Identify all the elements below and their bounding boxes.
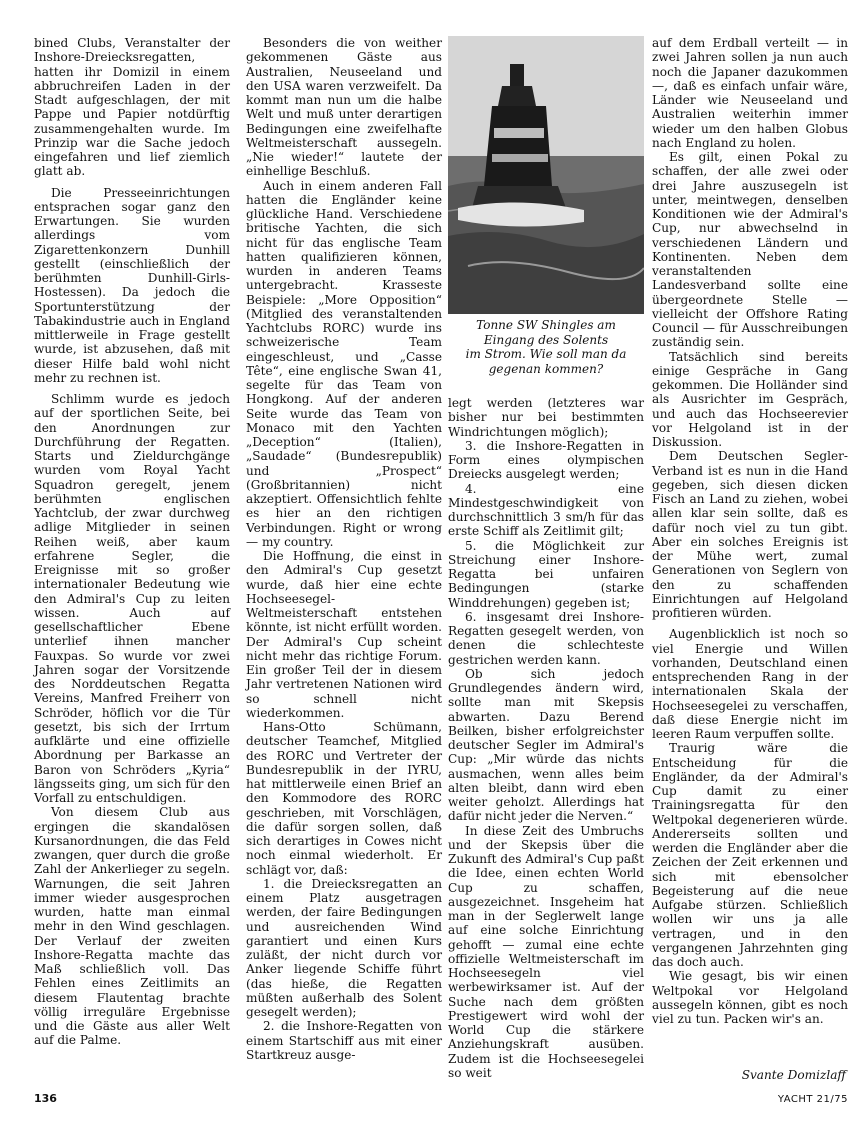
text-column-1 xyxy=(34,36,230,1048)
photo-caption xyxy=(448,318,644,376)
paragraph: In diese Zeit des Umbruchs und der Skepsis über die Zukunft des Admiral's Cup paßt die Idee, einen echten World Cup zu schaffen, ausgezeichnet. Insgeheim hat man in der Seglerwelt lange auf eine solche Einrichtung gehofft — zumal eine echte offizielle Weltmeisterschaft im Hochseesegeln viel werbewirksamer ist. Auf der Suche nach dem größten Prestigewert wird wohl der World Cup die stärkere Anziehungskraft ausüben. Zudem ist die Hochseesegelei so weit xyxy=(448,823,644,1080)
list-item: legt werden (letzteres war bisher nur bei bestimmten Windrichtungen möglich); xyxy=(448,396,644,439)
page-number: 136 xyxy=(34,1092,57,1105)
paragraph: Traurig wäre die Entscheidung für die Engländer, da der Admiral's Cup damit zu einer Trainingsregatta für den Weltpokal degenerieren würde. Andererseits sollten und werden die Engländer aber die Zeichen der Zeit erkennen und sich mit ebensolcher Begeisterung auf die neue Aufgabe stürzen. Schließlich wollen wir uns ja alle vertragen, und in den vergangenen Jahrzehnten ging das doch auch. xyxy=(652,741,848,969)
paragraph: Tatsächlich sind bereits einige Gespräche in Gang gekommen. Die Holländer sind als Ausrichter im Gespräch, und auch das Hochseerevier vor Helgoland ist in der Diskussion. xyxy=(652,349,848,449)
text-column-2 xyxy=(246,36,442,1062)
list-item: 3. die Inshore-Regatten in Form eines olympischen Dreiecks ausgelegt werden; xyxy=(448,438,644,482)
list-item: 2. die Inshore-Regatten von einem Startschiff aus mit einer Startkreuz ausge- xyxy=(246,1019,442,1062)
paragraph: Schlimm wurde es jedoch auf der sportlichen Seite, bei den Anordnungen zur Durchführung der Regatten. Starts und Zieldurchgänge wurden vom Royal Yacht Squadron geregelt, jenem berühmten englischen Yachtclub, der zwar durchweg adlige Mitglieder in seinen Reihen weiß, aber kaum erfahrene Segler, die Ereignisse mit so großer internationaler Bedeutung wie den Admiral's Cup zu leiten wissen. Auch auf gesellschaftlicher Ebene unterlief ihnen mancher Fauxpas. So wurde vor zwei Jahren sogar der Vorsitzende des Norddeutschen Regatta Vereins, Manfred Freiherr von Schröder, höflich vor die Tür gesetzt, bis sich der Irrtum aufklärte und eine offizielle Abordnung per Barkasse an Baron von Schröders „Kyria“ längsseits ging, um sich für den Vorfall zu entschuldigen. xyxy=(34,392,230,805)
paragraph: Dem Deutschen Segler-Verband ist es nun in die Hand gegeben, sich diesen dicken Fisch an Land zu ziehen, wobei allen klar sein sollte, daß es dafür noch viel zu tun gibt. Aber ein solches Ereignis ist der Mühe wert, zumal Generationen von Seglern von den zu schaffenden Einrichtungen auf Helgoland profitieren würden. xyxy=(652,449,848,620)
paragraph: Hans-Otto Schümann, deutscher Teamchef, Mitglied des RORC und Vertreter der Bundesrepublik in der IYRU, hat mittlerweile einen Brief an den Kommodore des RORC geschrieben, mit Vorschlägen, die dafür sorgen sollen, daß sich derartiges in Cowes nicht noch einmal wiederholt. Er schlägt vor, daß: xyxy=(246,720,442,877)
paragraph: Von diesem Club aus ergingen die skandalösen Kursanordnungen, die das Feld zwangen, quer durch die große Zahl der Ankerlieger zu segeln. Warnungen, die seit Jahren immer wieder ausgesprochen wurden, hatte man einmal mehr in den Wind geschlagen. Der Verlauf der zweiten Inshore-Regatta machte das Maß schließlich voll. Das Fehlen eines Zeitlimits an diesem Flautentag brachte völlig irreguläre Ergebnisse und die Gäste aus aller Welt auf die Palme. xyxy=(34,805,230,1048)
caption-line: Eingang des Solents xyxy=(483,332,609,347)
running-footer: YACHT 21/75 xyxy=(777,1094,848,1105)
paragraph: Ob sich jedoch Grundlegendes ändern wird, sollte man mit Skepsis abwarten. Dazu Berend Beilken, bisher erfolgreichster deutscher Segler im Admiral's Cup: „Mir würde das nichts ausmachen, wenn alles beim alten bleibt, dann wird eben weiter geholzt. Allerdings hat dafür nicht jeder die Nerven.“ xyxy=(448,666,644,824)
buoy-photo xyxy=(448,36,644,314)
paragraph: Die Hoffnung, die einst in den Admiral's Cup gesetzt wurde, daß hier eine echte Hochseesegel-Weltmeisterschaft entstehen könnte, ist nicht erfüllt worden. Der Admiral's Cup scheint nicht mehr das richtige Forum. Ein großer Teil der in diesem Jahr vertretenen Nationen wird so schnell nicht wiederkommen. xyxy=(246,549,442,720)
caption-line: gegenan kommen? xyxy=(488,361,604,376)
paragraph: auf dem Erdball verteilt — in zwei Jahren sollen ja nun auch noch die Japaner dazukommen —, daß es einfach unfair wäre, Länder wie Neuseeland und Australien weiterhin immer wieder um den halben Globus nach England zu holen. xyxy=(652,36,848,150)
paragraph: Augenblicklich ist noch so viel Energie und Willen vorhanden, Deutschland einen entsprechenden Rang in der internationalen Skala der Hochseesegelei zu verschaffen, daß diese Energie nicht im leeren Raum verpuffen sollte. xyxy=(652,627,848,741)
caption-line: im Strom. Wie soll man da xyxy=(465,347,627,361)
paragraph: Auch in einem anderen Fall hatten die Engländer keine glückliche Hand. Verschiedene britische Yachten, die sich nicht für das englische Team hatten qualifizieren können, wurden in anderen Teams untergebracht. Krasseste Beispiele: „More Opposition“ (Mitglied des veranstaltenden Yachtclubs RORC) wurde ins schweizerische Team eingeschleust, und „Casse Tête“, eine englische Swan 41, segelte für das Team von Hongkong. Auf der anderen Seite wurde das Team von Monaco mit den Yachten „Deception“ (Italien), „Saudade“ (Bundesrepublik) und „Prospect“ (Großbritannien) nicht akzeptiert. Offensichtlich fehlte es hier an den richtigen Verbindungen. Right or wrong — my country. xyxy=(246,178,442,549)
author-signature: Svante Domizlaff xyxy=(741,1068,846,1082)
list-item: 1. die Dreiecksregatten an einem Platz ausgetragen werden, der faire Bedingungen und ausreichenden Wind garantiert und einen Kurs zuläßt, der nicht durch vor Anker liegende Schiffe führt (das hieße, die Regatten müßten außerhalb des Solent gesegelt werden); xyxy=(246,876,442,1019)
list-item: 4. eine Mindestgeschwindigkeit von durchschnittlich 3 sm/h für das erste Schiff als Zeitlimit gilt; xyxy=(448,481,644,539)
text-column-4 xyxy=(652,36,848,1026)
paragraph: Wie gesagt, bis wir einen Weltpokal vor Helgoland aussegeln können, gibt es noch viel zu tun. Packen wir's an. xyxy=(652,969,848,1026)
text-column-3 xyxy=(448,396,644,1080)
list-item: 6. insgesamt drei Inshore-Regatten gesegelt werden, von denen die schlechteste gestrichen werden kann. xyxy=(448,609,644,667)
paragraph: Die Presseeinrichtungen entsprachen sogar ganz den Erwartungen. Sie wurden allerdings vom Zigarettenkonzern Dunhill gestellt (einschließlich der berühmten Dunhill-Girls-Hostessen). Da jedoch die Sportunterstützung der Tabakindustrie auch in England mittlerweile in Frage gestellt wurde, ist abzusehen, daß mit dieser Hilfe bald wohl nicht mehr zu rechnen ist. xyxy=(34,185,230,385)
paragraph: bined Clubs, Veranstalter der Inshore-Dreiecksregatten, hatten ihr Domizil in einem abbruchreifen Laden in der Stadt aufgeschlagen, der mit Pappe und Papier notdürftig zusammengehalten wurde. Im Prinzip war die Sache jedoch eingefahren und lief ziemlich glatt ab. xyxy=(34,36,230,179)
list-item: 5. die Möglichkeit zur Streichung einer Inshore-Regatta bei unfairen Bedingungen (starke Winddrehungen) gegeben ist; xyxy=(448,538,644,610)
paragraph: Es gilt, einen Pokal zu schaffen, der alle zwei oder drei Jahre auszusegeln ist unter, meintwegen, denselben Konditionen wie der Admiral's Cup, nur abwechselnd in verschiedenen Ländern und Kontinenten. Neben dem veranstaltenden Landesverband sollte eine übergeordnete Stelle — vielleicht der Offshore Rating Council — für Ausschreibungen zuständig sein. xyxy=(652,150,848,350)
buoy-illustration xyxy=(448,36,644,314)
paragraph: Besonders die von weither gekommenen Gäste aus Australien, Neuseeland und den USA waren verzweifelt. Da kommt man nun um die halbe Welt und muß unter derartigen Bedingungen eine zweifelhafte Weltmeisterschaft aussegeln. „Nie wieder!“ lautete der einhellige Beschluß. xyxy=(246,36,442,179)
caption-line: Tonne SW Shingles am xyxy=(476,318,616,332)
